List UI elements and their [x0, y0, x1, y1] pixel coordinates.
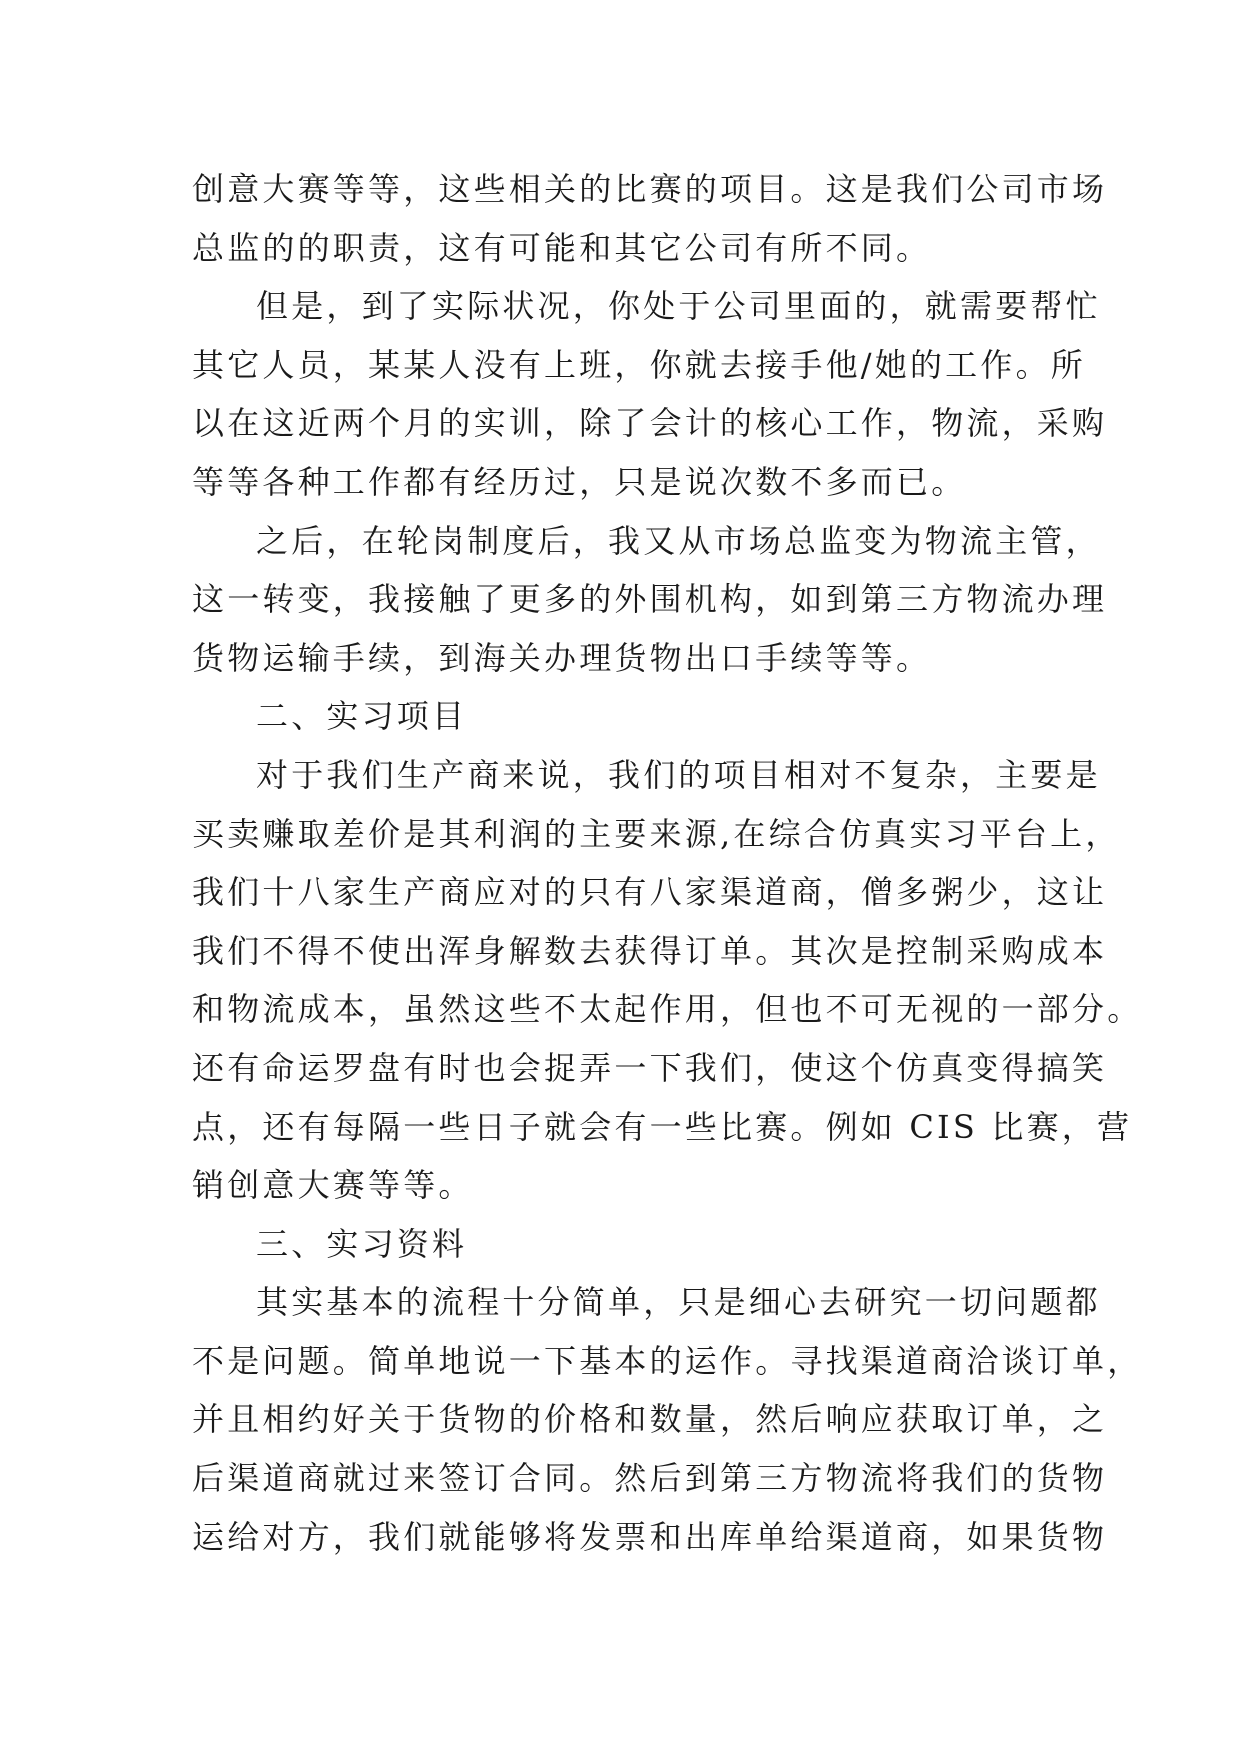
text-line: 其实基本的流程十分简单，只是细心去研究一切问题都	[256, 1283, 1101, 1322]
text-line: 买卖赚取差价是其利润的主要来源,在综合仿真实习平台上，	[192, 814, 1121, 853]
text-line: 之后，在轮岗制度后，我又从市场总监变为物流主管，	[256, 521, 1101, 560]
text-line: 销创意大赛等等。	[192, 1166, 474, 1205]
text-line: 我们十八家生产商应对的只有八家渠道商，僧多粥少，这让	[192, 873, 1108, 912]
text-line: 点，还有每隔一些日子就会有一些比赛。例如 CIS 比赛，营	[192, 1107, 1133, 1146]
text-line: 还有命运罗盘有时也会捉弄一下我们，使这个仿真变得搞笑	[192, 1048, 1108, 1087]
text-line: 不是问题。简单地说一下基本的运作。寻找渠道商洽谈订单，	[192, 1341, 1143, 1380]
text-line: 二、实习项目	[256, 697, 468, 736]
text-line: 我们不得不使出浑身解数去获得订单。其次是控制采购成本	[192, 931, 1108, 970]
document-body-text	[192, 160, 1143, 1566]
text-line: 并且相约好关于货物的价格和数量，然后响应获取订单，之	[192, 1400, 1108, 1439]
text-line: 运给对方，我们就能够将发票和出库单给渠道商，如果货物	[192, 1517, 1108, 1556]
text-line: 对于我们生产商来说，我们的项目相对不复杂，主要是	[256, 755, 1101, 794]
text-line: 等等各种工作都有经历过，只是说次数不多而已。	[192, 462, 967, 501]
text-line: 总监的的职责，这有可能和其它公司有所不同。	[192, 228, 932, 267]
text-line: 三、实习资料	[256, 1224, 468, 1263]
text-line: 但是，到了实际状况，你处于公司里面的，就需要帮忙	[256, 287, 1101, 326]
text-line: 后渠道商就过来签订合同。然后到第三方物流将我们的货物	[192, 1459, 1108, 1498]
text-line: 创意大赛等等，这些相关的比赛的项目。这是我们公司市场	[192, 170, 1108, 208]
text-line: 货物运输手续，到海关办理货物出口手续等等。	[192, 638, 932, 677]
text-line: 这一转变，我接触了更多的外围机构，如到第三方物流办理	[192, 580, 1108, 619]
text-line: 其它人员，某某人没有上班，你就去接手他/她的工作。所	[192, 345, 1086, 384]
text-line: 以在这近两个月的实训，除了会计的核心工作，物流，采购	[192, 404, 1108, 443]
text-line: 和物流成本，虽然这些不太起作用，但也不可无视的一部分。	[192, 990, 1143, 1029]
